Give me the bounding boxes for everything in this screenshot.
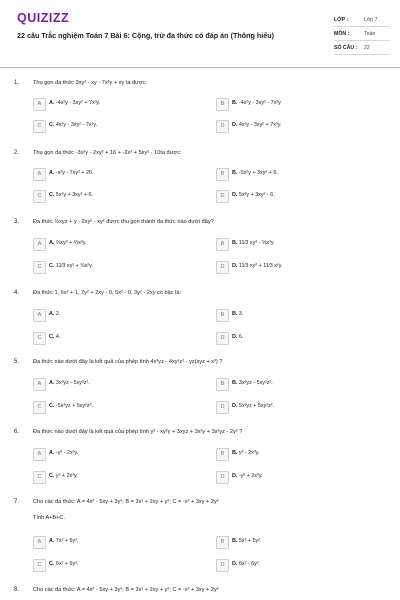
option-value: ⅔xy³ + ⅔x³y. xyxy=(55,240,87,246)
document-header xyxy=(0,0,400,62)
meta-divider xyxy=(334,26,390,27)
option-letter-box: A xyxy=(33,448,46,461)
option-label: D. xyxy=(232,334,238,340)
option-label: B. xyxy=(232,240,238,246)
option-letter-box: B xyxy=(216,238,229,251)
option-label: D. xyxy=(232,122,238,128)
question-text: Thu gọn đa thức -3x²y - 2xy² + 16 + -2x² + 5xy² - 10ta được: xyxy=(33,150,182,156)
meta-divider xyxy=(334,54,390,55)
option-letter-box: A xyxy=(33,378,46,391)
option-value: -4x²y - 3xy² - 7x³y. xyxy=(238,100,282,106)
option-value: 6. xyxy=(238,334,244,340)
option-letter-box: C xyxy=(33,261,46,274)
option-letter-box: D xyxy=(216,261,229,274)
option-value: -y³ + 2x³y. xyxy=(238,473,263,479)
option-label: C. xyxy=(49,403,55,409)
option-value: 6x² + 6y². xyxy=(55,561,79,567)
option-label: A. xyxy=(49,380,55,386)
option-label: C. xyxy=(49,122,55,128)
option-letter-box: D xyxy=(216,332,229,345)
option-value: 3x³yz - 5xy²z². xyxy=(55,380,90,386)
option-a[interactable] xyxy=(33,309,193,322)
option-b[interactable] xyxy=(216,536,376,549)
option-label: A. xyxy=(49,170,55,176)
question-text: Đa thức 1, 6x² + 1, 7y² + 2xy - 0, 5x² - 0, 3y² - 2xy có bậc là: xyxy=(33,290,181,296)
option-label: C. xyxy=(49,192,55,198)
question-text-continued: Tính A+B+C. xyxy=(33,515,66,521)
meta-subject-value: Toán xyxy=(364,31,376,37)
option-label: C. xyxy=(49,473,55,479)
question-number: 5. xyxy=(14,359,20,365)
option-letter-box: B xyxy=(216,168,229,181)
option-b[interactable] xyxy=(216,238,376,251)
option-b[interactable] xyxy=(216,168,376,181)
option-letter-box: A xyxy=(33,168,46,181)
option-letter-box: B xyxy=(216,98,229,111)
option-value: 11⁄3 xy³ - ⅔x³y. xyxy=(238,240,275,246)
option-c[interactable] xyxy=(33,559,193,572)
question-number: 7. xyxy=(14,499,20,505)
option-label: D. xyxy=(232,192,238,198)
quizizz-logo: QUIZIZZ xyxy=(17,11,70,25)
option-value: 5x³yz + 5xy²z². xyxy=(238,403,275,409)
option-letter-box: A xyxy=(33,98,46,111)
option-value: 4x²y - 3xy² + 7x³y. xyxy=(238,122,282,128)
option-value: -5x³yz + 5xy²z². xyxy=(55,403,93,409)
option-d[interactable] xyxy=(216,401,376,414)
option-b[interactable] xyxy=(216,309,376,322)
option-label: B. xyxy=(232,538,238,544)
option-label: B. xyxy=(232,450,238,456)
option-label: D. xyxy=(232,561,238,567)
question-number: 8. xyxy=(14,587,20,593)
option-letter-box: D xyxy=(216,190,229,203)
option-letter-box: C xyxy=(33,190,46,203)
option-value: 3x³yz - 5xy²z². xyxy=(238,380,273,386)
option-a[interactable] xyxy=(33,378,193,391)
option-letter-box: C xyxy=(33,471,46,484)
option-value: 5x² + 5y². xyxy=(238,538,262,544)
option-c[interactable] xyxy=(33,190,193,203)
option-value: y³ - 2x³y. xyxy=(238,450,260,456)
option-letter-box: B xyxy=(216,309,229,322)
option-d[interactable] xyxy=(216,559,376,572)
option-label: B. xyxy=(232,380,238,386)
option-letter-box: C xyxy=(33,559,46,572)
meta-grade-value: Lớp 7 xyxy=(364,17,378,23)
option-letter-box: B xyxy=(216,448,229,461)
question-number: 2. xyxy=(14,150,20,156)
question-text: Đa thức nào dưới đây là kết quả của phép tính y³ - xy²y + 3xyz + 3x³y + 3x²yz - 2y² ? xyxy=(33,429,243,435)
meta-count-key: SỐ CÂU : xyxy=(334,45,358,51)
question-number: 1. xyxy=(14,80,20,86)
option-a[interactable] xyxy=(33,168,193,181)
option-d[interactable] xyxy=(216,332,376,345)
option-b[interactable] xyxy=(216,98,376,111)
option-value: 5x²y + 3xy² - 6. xyxy=(238,192,275,198)
option-label: B. xyxy=(232,311,238,317)
question-text: Đa thức nào dưới đây là kết quả của phép tính 4x³yz - 4xy²z² - yz(xyz + x³) ? xyxy=(33,359,223,365)
option-d[interactable] xyxy=(216,120,376,133)
meta-subject-key: MÔN : xyxy=(334,31,350,37)
option-c[interactable] xyxy=(33,120,193,133)
option-letter-box: A xyxy=(33,536,46,549)
question-text: Thu gọn đa thức 3xy² - xy - 7x²y + xy ta được xyxy=(33,80,146,86)
option-letter-box: A xyxy=(33,309,46,322)
option-label: A. xyxy=(49,240,55,246)
option-value: -4x²y - 3xy² + 7x³y. xyxy=(55,100,101,106)
option-label: A. xyxy=(49,311,55,317)
option-d[interactable] xyxy=(216,190,376,203)
option-c[interactable] xyxy=(33,471,193,484)
question-number: 4. xyxy=(14,290,20,296)
option-value: 5x²y + 3xy² + 6. xyxy=(55,192,94,198)
option-c[interactable] xyxy=(33,332,193,345)
option-d[interactable] xyxy=(216,261,376,274)
option-b[interactable] xyxy=(216,378,376,391)
option-letter-box: D xyxy=(216,120,229,133)
option-label: D. xyxy=(232,473,238,479)
option-label: C. xyxy=(49,263,55,269)
option-letter-box: A xyxy=(33,238,46,251)
option-a[interactable] xyxy=(33,448,193,461)
option-letter-box: D xyxy=(216,401,229,414)
option-value: -5x²y + 3xy² + 6. xyxy=(238,170,278,176)
option-value: 11⁄3 xy² + 11⁄3 x²y. xyxy=(238,263,283,269)
option-value: 6x² - 6y². xyxy=(238,561,261,567)
option-label: B. xyxy=(232,100,238,106)
option-letter-box: B xyxy=(216,536,229,549)
option-value: -x²y - 7xy² + 26. xyxy=(55,170,94,176)
option-label: C. xyxy=(49,334,55,340)
option-value: 11⁄3 xy² + ⅔x²y. xyxy=(55,263,94,269)
option-label: B. xyxy=(232,170,238,176)
question-number: 6. xyxy=(14,429,20,435)
option-value: y³ + 2x³y. xyxy=(55,473,78,479)
question-number: 3. xyxy=(14,219,20,225)
header-divider xyxy=(0,67,400,68)
option-a[interactable] xyxy=(33,536,193,549)
option-label: A. xyxy=(49,538,55,544)
option-letter-box: D xyxy=(216,559,229,572)
meta-grade-key: LỚP : xyxy=(334,17,349,23)
option-c[interactable] xyxy=(33,401,193,414)
option-value: -y³ - 2x³y. xyxy=(55,450,79,456)
option-letter-box: B xyxy=(216,378,229,391)
meta-count-value: 22 xyxy=(364,45,370,51)
option-label: D. xyxy=(232,403,238,409)
option-letter-box: D xyxy=(216,471,229,484)
option-label: D. xyxy=(232,263,238,269)
option-value: 4. xyxy=(55,334,61,340)
document-title: 22 câu Trắc nghiệm Toán 7 Bài 6: Cộng, trừ đa thức có đáp án (Thông hiểu) xyxy=(17,31,275,40)
option-value: 4x²y - 3xy² - 7x³y. xyxy=(55,122,98,128)
option-c[interactable] xyxy=(33,261,193,274)
option-letter-box: C xyxy=(33,401,46,414)
option-value: 7x² + 5y². xyxy=(55,538,79,544)
option-d[interactable] xyxy=(216,471,376,484)
option-label: A. xyxy=(49,450,55,456)
question-text: Đa thức ½xyz + y - 2xy² - xy² được thu gọn thành đa thức nào dưới đây? xyxy=(33,219,214,225)
option-letter-box: C xyxy=(33,332,46,345)
question-text: Cho các đa thức: A = 4x² - 5xy + 3y²; B = 3x² + 2xy + y²; C = -x² + 3xy + 2y² xyxy=(33,587,219,593)
option-a[interactable] xyxy=(33,98,193,111)
meta-divider xyxy=(334,40,390,41)
option-letter-box: C xyxy=(33,120,46,133)
option-a[interactable] xyxy=(33,238,193,251)
option-label: A. xyxy=(49,100,55,106)
option-b[interactable] xyxy=(216,448,376,461)
option-value: 3. xyxy=(238,311,244,317)
option-value: 2. xyxy=(55,311,61,317)
option-label: C. xyxy=(49,561,55,567)
question-text: Cho các đa thức: A = 4x² - 5xy + 3y²; B = 3x² + 2xy + y²; C = -x² + 3xy + 2y² xyxy=(33,499,219,505)
